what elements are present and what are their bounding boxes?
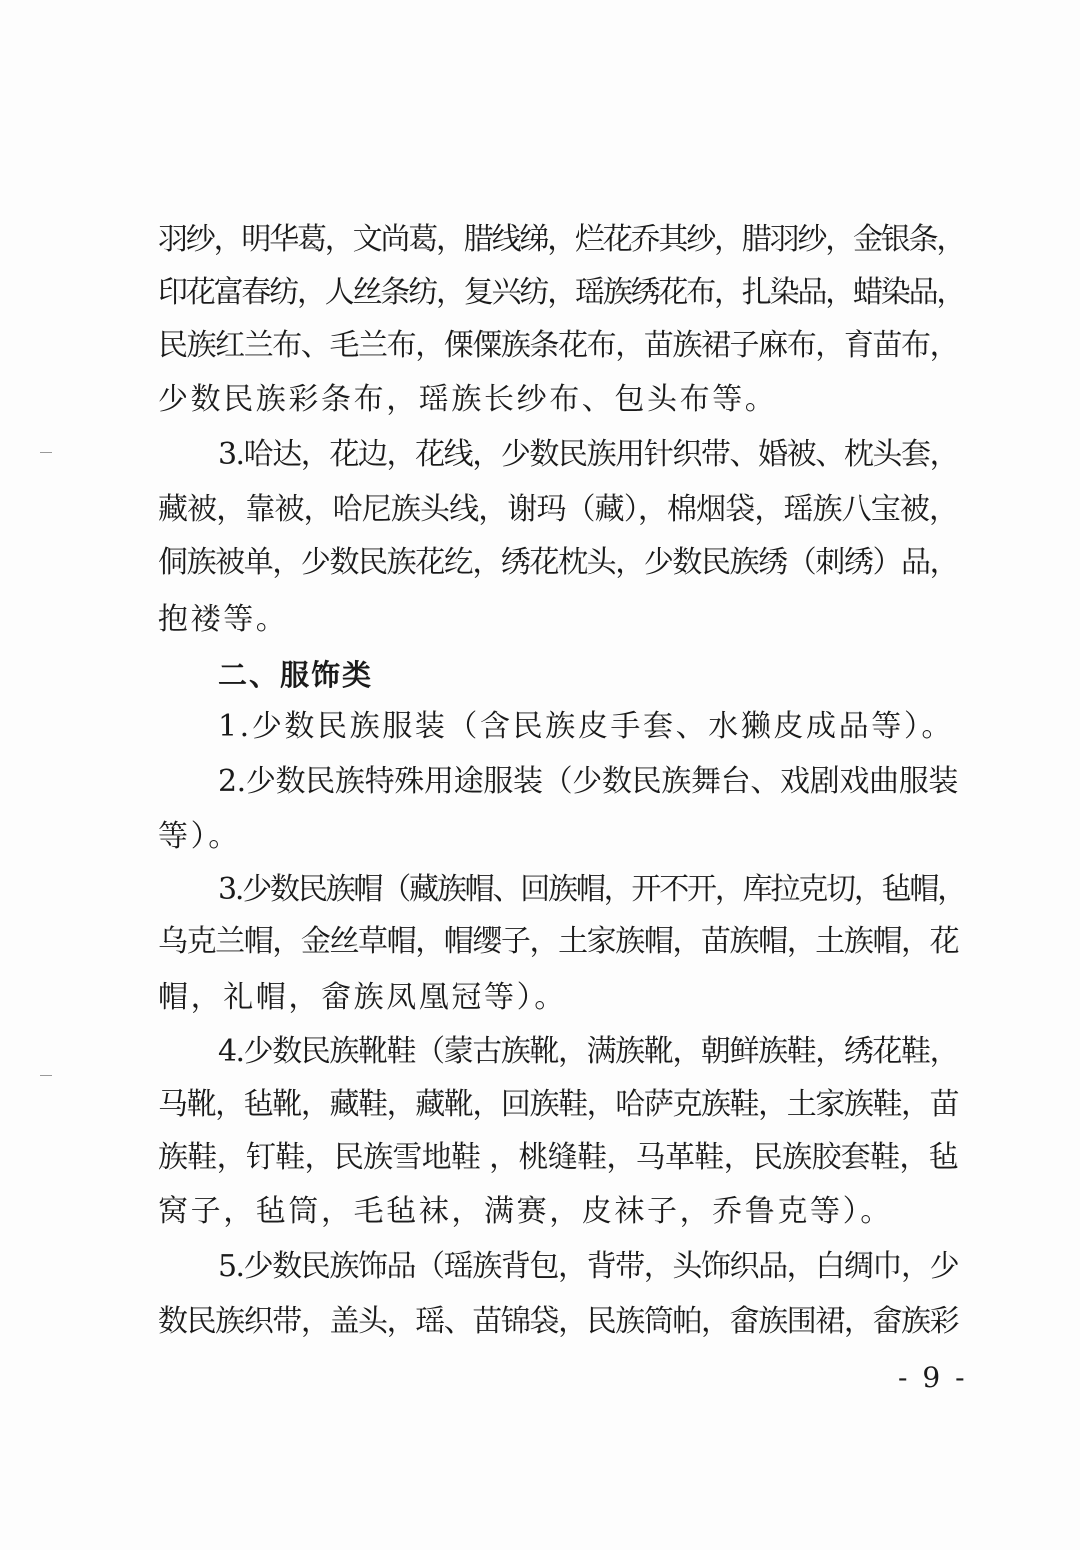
text-line: 藏被，靠被，哈尼族头线，谢玛（藏），棉烟袋，瑶族八宝被， [158, 492, 958, 527]
text-line: 民族红兰布、毛兰布，傈僳族条花布，苗族裙子麻布，育苗布， [158, 328, 958, 363]
text-line: 少数民族彩条布，瑶族长纱布、包头布等。 [158, 382, 778, 417]
text-line: 羽纱，明华葛，文尚葛，腊线绨，烂花乔其纱，腊羽纱，金银条， [158, 222, 965, 257]
text-line: 族鞋，钉鞋，民族雪地鞋 ，桃缝鞋，马革鞋，民族胶套鞋，毡 [158, 1140, 958, 1175]
scan-mark [40, 1075, 52, 1076]
text-line: 3.哈达，花边，花线，少数民族用针织带、婚被、枕头套， [218, 437, 958, 472]
text-line: 帽，礼帽，畲族凤凰冠等）。 [158, 980, 567, 1015]
text-line: 窝子，毡筒，毛毡袜，满赛，皮袜子，乔鲁克等）。 [158, 1194, 893, 1229]
text-line: 3.少数民族帽（藏族帽、回族帽，开不开，库拉克切，毡帽， [218, 872, 966, 907]
text-line: 1.少数民族服装（含民族皮手套、水獭皮成品等）。 [218, 709, 955, 744]
text-line: 侗族被单，少数民族花纥，绣花枕头，少数民族绣（刺绣）品， [158, 545, 958, 580]
text-line: 5.少数民族饰品（瑶族背包，背带，头饰织品，白绸巾，少 [218, 1249, 958, 1284]
text-line: 马靴，毡靴，藏鞋，藏靴，回族鞋，哈萨克族鞋，土家族鞋，苗 [158, 1087, 958, 1122]
text-line: 2.少数民族特殊用途服装（少数民族舞台、戏剧戏曲服装 [218, 764, 958, 799]
text-line: 4.少数民族靴鞋（蒙古族靴，满族靴，朝鲜族鞋，绣花鞋， [218, 1034, 958, 1069]
text-line: 数民族织带，盖头，瑶、苗锦袋，民族筒帕，畲族围裙，畲族彩 [158, 1304, 958, 1339]
text-line: 乌克兰帽，金丝草帽，帽缨子，土家族帽，苗族帽，土族帽，花 [158, 924, 958, 959]
scan-mark [40, 452, 52, 453]
text-line: 等）。 [158, 819, 241, 854]
section-heading: 二、服饰类 [218, 658, 374, 692]
page-number: - 9 - [898, 1361, 968, 1394]
text-line: 印花富春纺，人丝条纺，复兴纺，瑶族绣花布，扎染品，蜡染品， [158, 275, 965, 310]
text-line: 抱褛等。 [158, 602, 289, 637]
